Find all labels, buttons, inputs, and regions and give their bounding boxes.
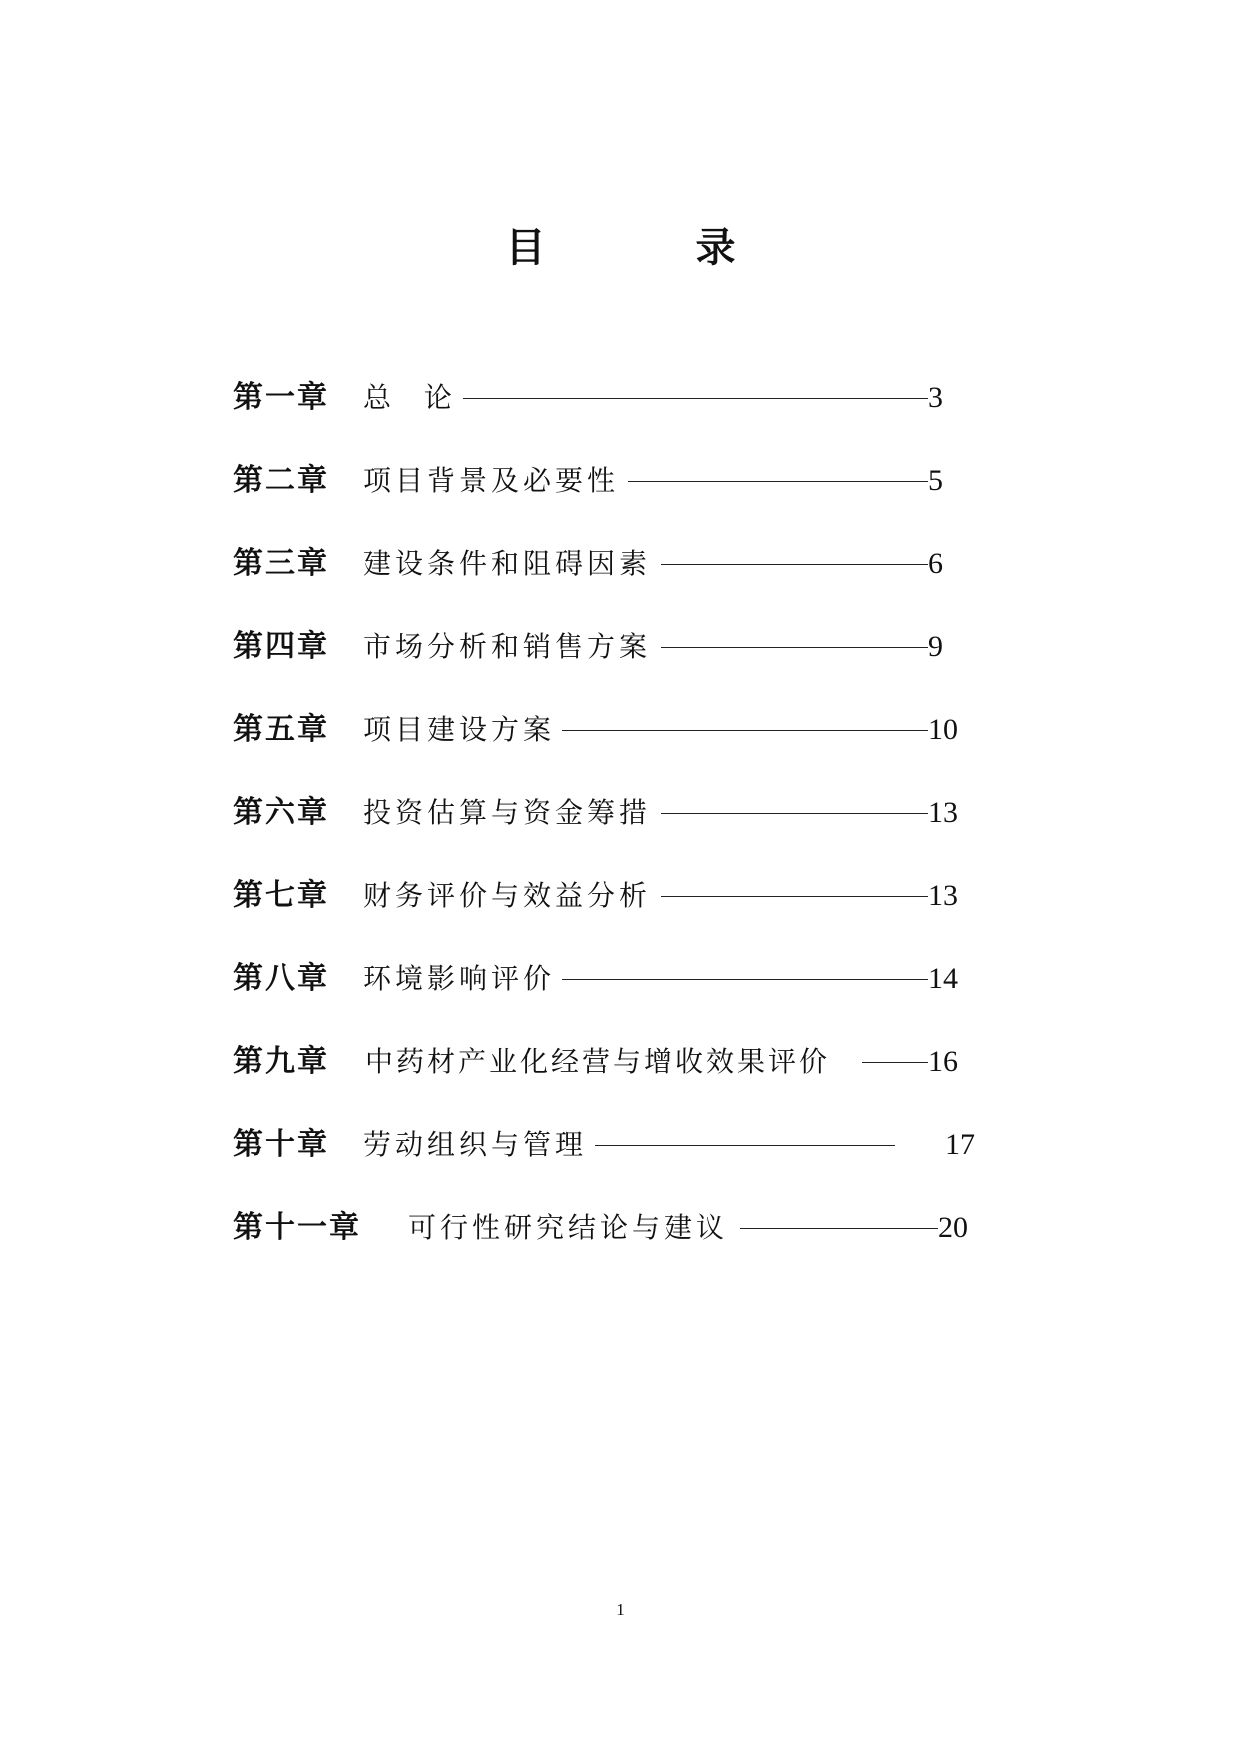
chapter-title: 中药材产业化经营与增收效果评价 xyxy=(365,1045,831,1078)
dot-leader xyxy=(661,813,928,814)
page-number: 5 xyxy=(928,464,943,497)
toc-entry-1[interactable] xyxy=(0,373,1241,423)
chapter-title: 投资估算与资金筹措 xyxy=(363,796,652,829)
chapter-number: 第九章 xyxy=(233,1044,329,1079)
toc-entry-4[interactable] xyxy=(0,622,1241,672)
chapter-title: 劳动组织与管理 xyxy=(363,1128,588,1161)
page-number: 20 xyxy=(938,1211,968,1244)
chapter-title: 环境影响评价 xyxy=(363,962,556,995)
chapter-number: 第七章 xyxy=(233,878,329,913)
dot-leader xyxy=(661,896,928,897)
toc-entry-8[interactable] xyxy=(0,954,1241,1004)
toc-title: 目 录 xyxy=(505,224,804,271)
page-number: 13 xyxy=(928,879,958,912)
page-number: 14 xyxy=(928,962,958,995)
chapter-number: 第二章 xyxy=(233,463,329,498)
chapter-number: 第十章 xyxy=(233,1127,329,1162)
toc-entry-3[interactable] xyxy=(0,539,1241,589)
chapter-title: 项目背景及必要性 xyxy=(363,464,620,497)
page-number: 9 xyxy=(928,630,943,663)
chapter-number: 第八章 xyxy=(233,961,329,996)
toc-entry-5[interactable] xyxy=(0,705,1241,755)
toc-entry-9[interactable] xyxy=(0,1037,1241,1087)
page-number: 13 xyxy=(928,796,958,829)
chapter-number: 第三章 xyxy=(233,546,329,581)
page-number: 10 xyxy=(928,713,958,746)
chapter-title: 总 论 xyxy=(363,381,456,414)
chapter-number: 第六章 xyxy=(233,795,329,830)
dot-leader xyxy=(661,647,928,648)
chapter-title: 项目建设方案 xyxy=(363,713,556,746)
chapter-number: 第四章 xyxy=(233,629,329,664)
page-number: 6 xyxy=(928,547,943,580)
chapter-title: 财务评价与效益分析 xyxy=(363,879,652,912)
page-footer-number: 1 xyxy=(616,1600,625,1619)
page-number: 16 xyxy=(928,1045,958,1078)
chapter-title: 可行性研究结论与建议 xyxy=(408,1211,729,1244)
page-number: 17 xyxy=(945,1128,975,1161)
dot-leader xyxy=(562,730,928,731)
dot-leader xyxy=(661,564,928,565)
toc-entry-2[interactable] xyxy=(0,456,1241,506)
dot-leader xyxy=(562,979,928,980)
dot-leader xyxy=(463,398,928,399)
chapter-number: 第一章 xyxy=(233,380,329,415)
dot-leader xyxy=(740,1228,938,1229)
dot-leader xyxy=(862,1062,928,1063)
page-number: 3 xyxy=(928,381,943,414)
dot-leader xyxy=(595,1145,895,1146)
toc-entry-10[interactable] xyxy=(0,1120,1241,1170)
chapter-title: 市场分析和销售方案 xyxy=(363,630,652,663)
dot-leader xyxy=(628,481,928,482)
chapter-title: 建设条件和阻碍因素 xyxy=(363,547,652,580)
toc-entry-7[interactable] xyxy=(0,871,1241,921)
toc-entry-11[interactable] xyxy=(0,1203,1241,1253)
chapter-number: 第十一章 xyxy=(233,1210,361,1245)
toc-entry-6[interactable] xyxy=(0,788,1241,838)
chapter-number: 第五章 xyxy=(233,712,329,747)
